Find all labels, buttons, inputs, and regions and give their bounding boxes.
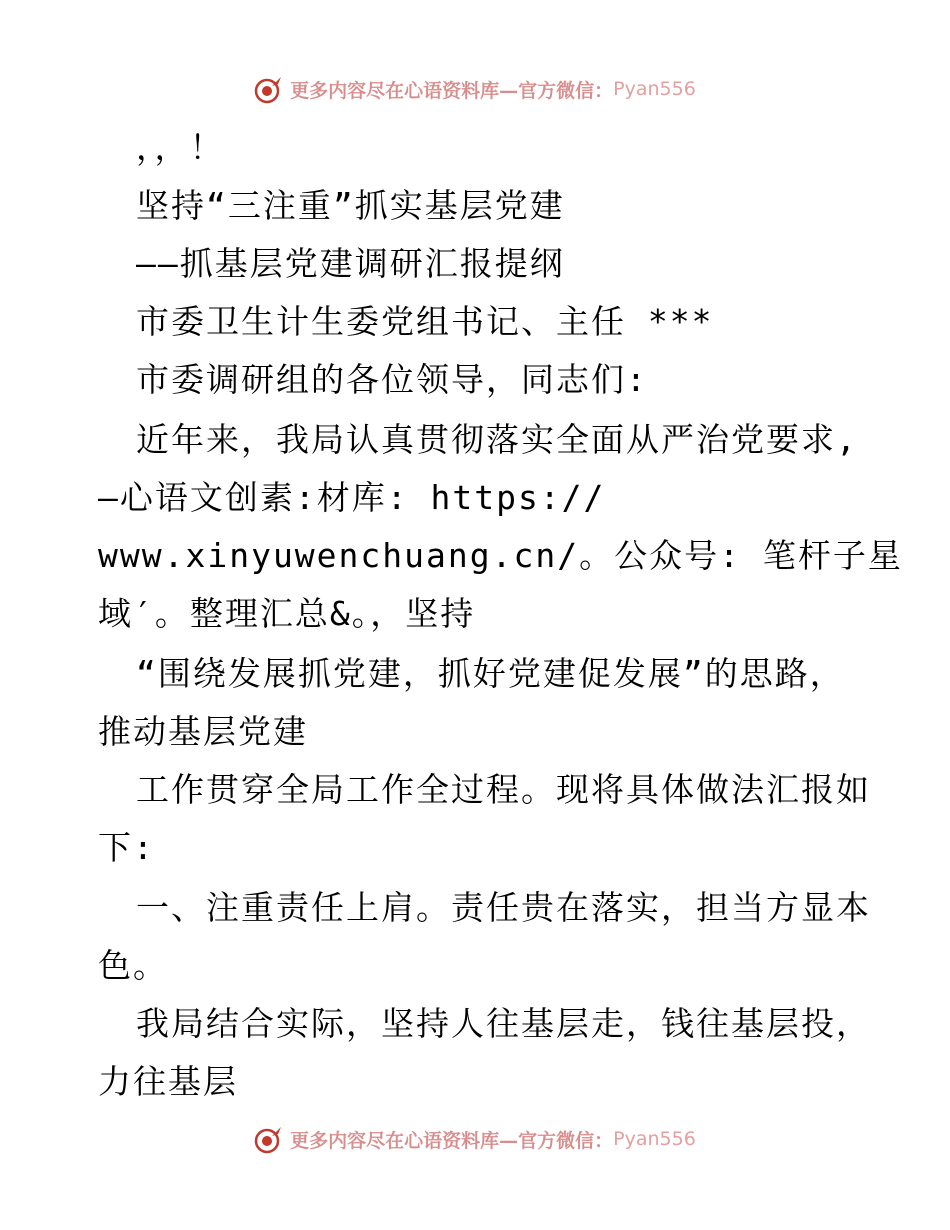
watermark-text: 更多内容尽在心语资料库—官方微信： (290, 79, 614, 102)
text-line: ，，！ (136, 128, 225, 167)
document-title: 坚持“三注重”抓实基层党建 (136, 186, 565, 225)
text-line: 域′。整理汇总&。，坚持 (98, 594, 476, 633)
watermark-handle: Pyan556 (613, 78, 696, 100)
footer-watermark (0, 1122, 950, 1156)
text-line: 我局结合实际，坚持人往基层走，钱往基层投， (136, 1004, 871, 1043)
text-line: 力往基层 (98, 1062, 238, 1101)
quill-logo-icon (254, 1124, 284, 1154)
author-line: 市委卫生计生委党组书记、主任 *** (136, 302, 714, 341)
text-line: 近年来，我局认真贯彻落实全面从严治党要求, (136, 420, 858, 459)
document-subtitle: ——抓基层党建调研汇报提纲 (136, 244, 565, 283)
text-line: 色。 (98, 946, 168, 985)
section-heading: 一、注重责任上肩。责任贵在落实，担当方显本 (136, 888, 871, 927)
text-line: “围绕发展抓党建，抓好党建促发展”的思路， (136, 654, 845, 693)
salutation: 市委调研组的各位领导，同志们: (136, 360, 648, 399)
header-watermark (0, 72, 950, 106)
text-line: 推动基层党建 (98, 712, 308, 751)
text-line: 工作贯穿全局工作全过程。现将具体做法汇报如 (136, 770, 871, 809)
text-line: www.xinyuwenchuang.cn/。公众号: 笔杆子星 (98, 536, 903, 575)
watermark-text: 更多内容尽在心语资料库—官方微信： (290, 1129, 614, 1152)
watermark-handle: Pyan556 (613, 1128, 696, 1150)
text-line: —心语文创素:材库: https:// (98, 478, 606, 517)
quill-logo-icon (254, 74, 284, 104)
text-line: 下: (98, 828, 155, 867)
